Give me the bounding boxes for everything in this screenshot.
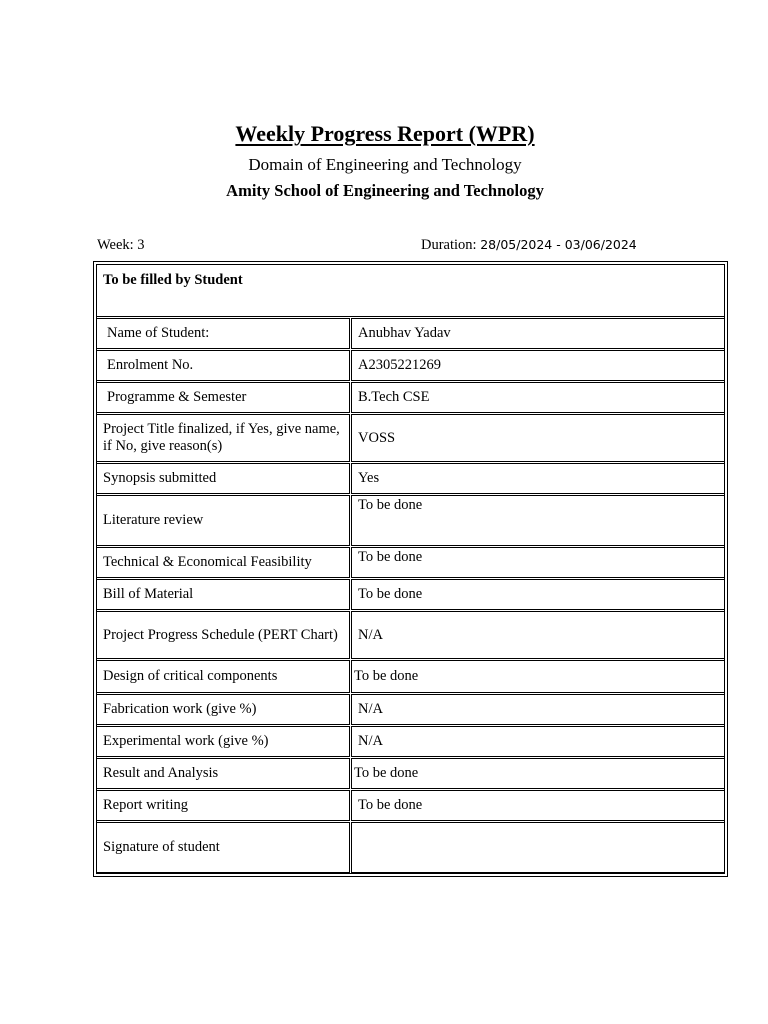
label-enrolment: Enrolment No.: [96, 350, 350, 381]
label-report-writing: Report writing: [96, 790, 350, 821]
duration-value: 28/05/2024 - 03/06/2024: [480, 237, 637, 252]
label-critical-components: Design of critical components: [96, 660, 350, 693]
section-heading: To be filled by Student: [96, 264, 725, 317]
label-signature: Signature of student: [96, 822, 350, 873]
signature-field[interactable]: [351, 822, 725, 873]
value-student-name[interactable]: Anubhav Yadav: [351, 318, 725, 349]
value-bill-of-material[interactable]: To be done: [351, 579, 725, 610]
value-synopsis[interactable]: Yes: [351, 463, 725, 494]
label-literature-review: Literature review: [96, 495, 350, 546]
value-literature-review[interactable]: To be done: [351, 495, 725, 546]
duration: [421, 237, 637, 254]
value-experimental-work[interactable]: N/A: [351, 726, 725, 757]
label-student-name: Name of Student:: [96, 318, 350, 349]
value-project-title[interactable]: VOSS: [351, 414, 725, 462]
label-experimental-work: Experimental work (give %): [96, 726, 350, 757]
value-feasibility[interactable]: To be done: [351, 547, 725, 578]
report-title: Weekly Progress Report (WPR): [235, 121, 535, 146]
label-bill-of-material: Bill of Material: [96, 579, 350, 610]
label-fabrication-work: Fabrication work (give %): [96, 694, 350, 725]
week-label: Week: 3: [97, 237, 145, 253]
label-result-analysis: Result and Analysis: [96, 758, 350, 789]
school-name: Amity School of Engineering and Technology: [226, 181, 544, 200]
value-critical-components[interactable]: To be done: [351, 660, 725, 693]
value-programme[interactable]: B.Tech CSE: [351, 382, 725, 413]
label-synopsis: Synopsis submitted: [96, 463, 350, 494]
duration-label: Duration:: [421, 237, 477, 253]
domain-subtitle: Domain of Engineering and Technology: [248, 155, 522, 174]
label-feasibility: Technical & Economical Feasibility: [96, 547, 350, 578]
label-project-title: Project Title finalized, if Yes, give name, if No, give reason(s): [96, 414, 350, 462]
value-enrolment[interactable]: A2305221269: [351, 350, 725, 381]
label-pert-chart: Project Progress Schedule (PERT Chart): [96, 611, 350, 659]
value-result-analysis[interactable]: To be done: [351, 758, 725, 789]
value-pert-chart[interactable]: N/A: [351, 611, 725, 659]
label-programme: Programme & Semester: [96, 382, 350, 413]
value-report-writing[interactable]: To be done: [351, 790, 725, 821]
value-fabrication-work[interactable]: N/A: [351, 694, 725, 725]
